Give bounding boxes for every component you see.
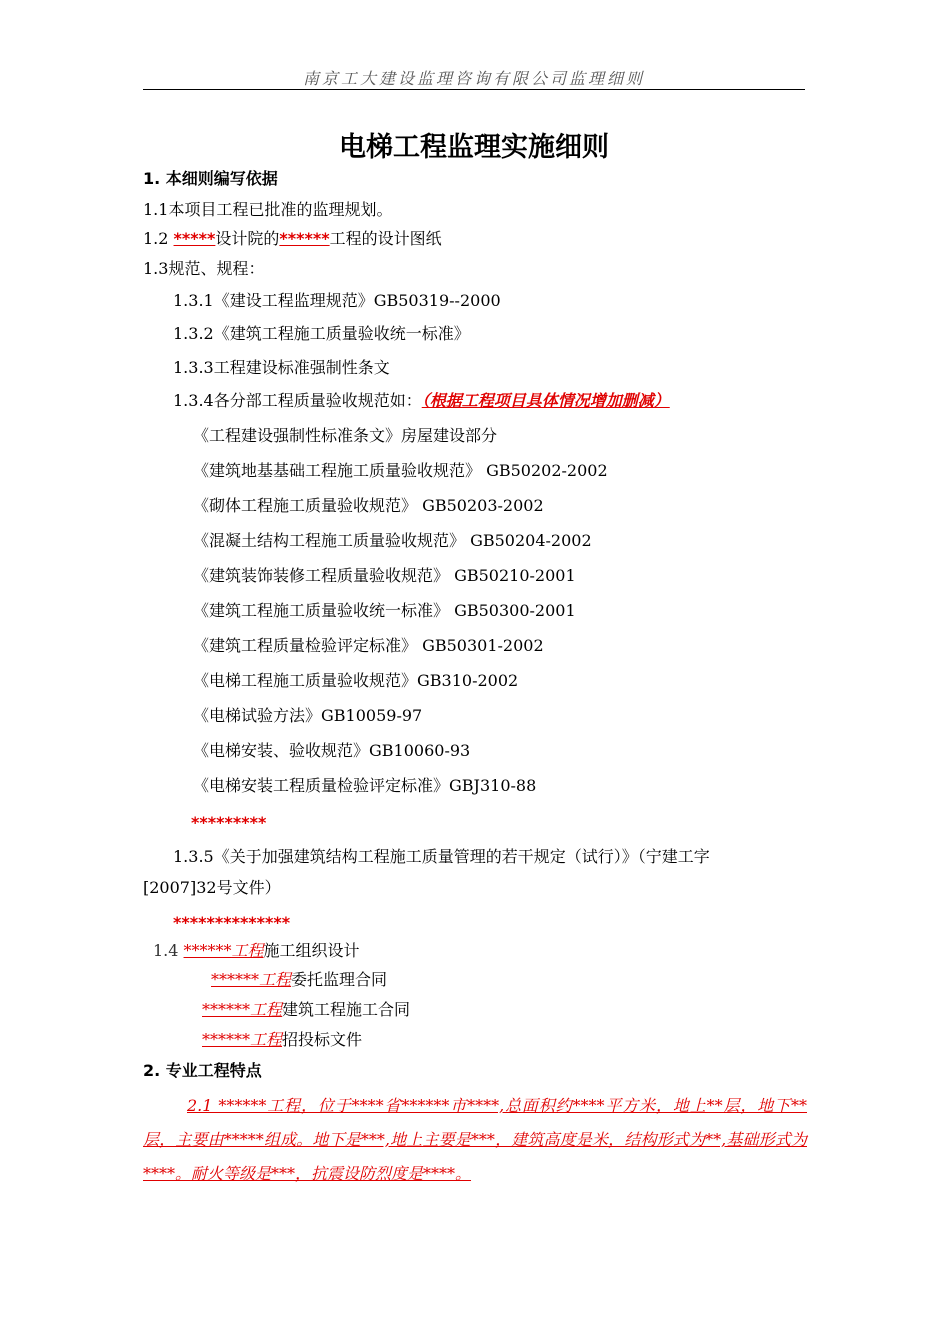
item-1-4-text: 委托监理合同 — [291, 970, 388, 989]
item-1-3-4-note: （根据工程项目具体情况增加删减） — [421, 391, 670, 410]
standard-item: 《建筑工程施工质量验收统一标准》 GB50300-2001 — [193, 601, 576, 620]
item-1-2 — [143, 228, 442, 250]
item-1-2-mask-1: ***** — [173, 229, 216, 248]
standard-item: 《电梯安装、验收规范》GB10060-93 — [193, 741, 471, 760]
standard-item: 《混凝土结构工程施工质量验收规范》 GB50204-2002 — [193, 531, 592, 550]
standard-item: 《建筑地基基础工程施工质量验收规范》 GB50202-2002 — [193, 461, 608, 480]
section-2-1-paragraph: 2.1 ******工程，位于****省******市****,总面积约****平方米，地上**层，地下**层，主要由*****组成。地下是***,地上主要是***，建筑高度是米，结构形式为**,基础形式为****。耐火等级是***，抗震设防烈度是****。 — [143, 1096, 807, 1183]
standard-item: 《电梯试验方法》GB10059-97 — [193, 706, 423, 725]
project-mask: ****** — [202, 1030, 250, 1049]
item-1-1: 1.1本项目工程已批准的监理规划。 — [143, 200, 393, 219]
standard-item: 《建筑工程质量检验评定标准》 GB50301-2002 — [193, 636, 544, 655]
placeholder-mask: ********* — [191, 813, 267, 832]
item-1-2-prefix: 1.2 — [143, 229, 174, 248]
item-1-2-text-1: 设计院的 — [215, 229, 280, 248]
item-1-4-text: 施工组织设计 — [263, 941, 360, 960]
standard-item: 《电梯工程施工质量验收规范》GB310-2002 — [193, 671, 519, 690]
standard-item: 《建筑装饰装修工程质量验收规范》 GB50210-2001 — [193, 566, 576, 585]
item-1-4-row — [202, 999, 410, 1021]
item-1-4-text: 建筑工程施工合同 — [282, 1000, 411, 1019]
item-1-3: 1.3规范、规程： — [143, 259, 265, 278]
item-1-3-5-continued: [2007]32号文件） — [143, 878, 281, 897]
item-1-3-1: 1.3.1《建设工程监理规范》GB50319--2000 — [173, 291, 501, 310]
item-1-4-prefix: 1.4 — [153, 941, 184, 960]
item-1-3-3: 1.3.3工程建设标准强制性条文 — [173, 358, 390, 377]
standard-item: 《工程建设强制性标准条文》房屋建设部分 — [193, 426, 498, 445]
item-1-2-mask-2: ****** — [279, 229, 330, 248]
item-1-3-4 — [173, 390, 670, 412]
item-1-3-5: 1.3.5《关于加强建筑结构工程施工质量管理的若干规定（试行）》（宁建工字 — [173, 847, 710, 866]
item-1-3-2: 1.3.2《建筑工程施工质量验收统一标准》 — [173, 324, 470, 343]
item-1-4-row — [202, 1029, 362, 1051]
project-mask: ****** — [183, 941, 232, 960]
item-1-3-4-text: 1.3.4各分部工程质量验收规范如： — [173, 391, 422, 410]
item-1-4-text: 招投标文件 — [282, 1030, 363, 1049]
header-divider — [143, 89, 805, 90]
item-1-4-row — [153, 940, 360, 962]
standard-item: 《电梯安装工程质量检验评定标准》GBJ310-88 — [193, 776, 537, 795]
standard-item: 《砌体工程施工质量验收规范》 GB50203-2002 — [193, 496, 544, 515]
project-mask: ****** — [202, 1000, 250, 1019]
project-label: 工程 — [259, 970, 292, 989]
project-label: 工程 — [250, 1000, 283, 1019]
item-1-4-row — [211, 969, 387, 991]
document-title: 电梯工程监理实施细则 — [339, 132, 609, 163]
placeholder-mask: ************** — [173, 913, 291, 932]
section-2-heading: 2. 专业工程特点 — [143, 1061, 262, 1080]
project-label: 工程 — [231, 941, 264, 960]
section-1-heading: 1. 本细则编写依据 — [143, 169, 278, 188]
page-header: 南京工大建设监理咨询有限公司监理细则 — [302, 69, 645, 88]
project-mask: ****** — [211, 970, 259, 989]
item-1-2-text-2: 工程的设计图纸 — [329, 229, 442, 248]
project-label: 工程 — [250, 1030, 283, 1049]
